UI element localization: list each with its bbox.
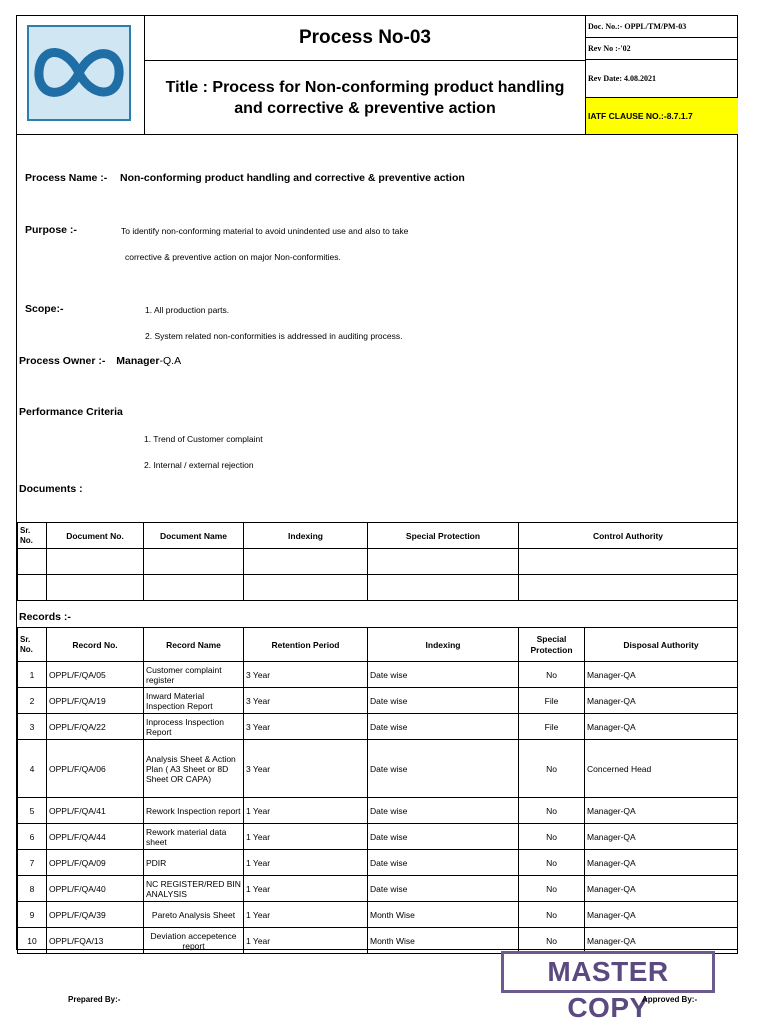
performance-item-1: 1. Trend of Customer complaint bbox=[144, 434, 263, 444]
record-row bbox=[18, 798, 738, 824]
record-cell-sr-no: 6 bbox=[18, 824, 47, 850]
record-cell-disposal-authority: Manager-QA bbox=[585, 876, 738, 902]
record-cell-disposal-authority: Concerned Head bbox=[585, 740, 738, 798]
doc-number: Doc. No.:- OPPL/TM/PM-03 bbox=[586, 16, 738, 38]
scope-item-2: 2. System related non-conformities is addressed in auditing process. bbox=[145, 331, 403, 341]
record-cell-sr-no: 10 bbox=[18, 928, 47, 954]
records-header-row bbox=[18, 628, 738, 662]
scope-item-1: 1. All production parts. bbox=[145, 305, 230, 315]
record-row bbox=[18, 876, 738, 902]
purpose-label: Purpose :- bbox=[25, 224, 77, 236]
documents-header-row bbox=[18, 523, 738, 549]
company-logo bbox=[27, 25, 131, 121]
revision-number: Rev No :-'02 bbox=[586, 38, 738, 60]
record-row bbox=[18, 740, 738, 798]
record-cell-retention-period: 1 Year bbox=[244, 928, 368, 954]
record-cell-record-number: OPPL/F/QA/09 bbox=[47, 850, 144, 876]
record-cell-sr-no: 9 bbox=[18, 902, 47, 928]
rec-col-disposal: Disposal Authority bbox=[585, 628, 738, 662]
document-header bbox=[17, 16, 737, 135]
record-cell-record-number: OPPL/FQA/13 bbox=[47, 928, 144, 954]
documents-empty-row bbox=[18, 575, 738, 601]
record-cell-indexing: Date wise bbox=[368, 824, 519, 850]
record-cell-disposal-authority: Manager-QA bbox=[585, 714, 738, 740]
record-cell-special-protection: No bbox=[519, 824, 585, 850]
record-cell-indexing: Month Wise bbox=[368, 928, 519, 954]
doc-col-indexing: Indexing bbox=[244, 523, 368, 549]
record-cell-special-protection: No bbox=[519, 902, 585, 928]
records-table bbox=[17, 627, 738, 954]
document-title bbox=[145, 61, 585, 134]
process-owner-role: Manager bbox=[116, 355, 160, 367]
doc-col-protection: Special Protection bbox=[368, 523, 519, 549]
record-cell-indexing: Date wise bbox=[368, 714, 519, 740]
records-body bbox=[18, 662, 738, 954]
document-frame bbox=[16, 15, 738, 950]
record-cell-disposal-authority: Manager-QA bbox=[585, 662, 738, 688]
record-cell-disposal-authority: Manager-QA bbox=[585, 850, 738, 876]
rec-col-sr: Sr. No. bbox=[18, 628, 47, 662]
record-cell-indexing: Date wise bbox=[368, 688, 519, 714]
record-cell-record-number: OPPL/F/QA/44 bbox=[47, 824, 144, 850]
performance-item-2: 2. Internal / external rejection bbox=[144, 460, 254, 470]
record-cell-record-name: Inward Material Inspection Report bbox=[144, 688, 244, 714]
prepared-by-label: Prepared By:- bbox=[68, 995, 121, 1004]
record-cell-sr-no: 4 bbox=[18, 740, 47, 798]
record-cell-retention-period: 1 Year bbox=[244, 850, 368, 876]
approved-by-label: Approved By:- bbox=[642, 995, 698, 1004]
master-copy-stamp: MASTER COPY bbox=[501, 951, 715, 993]
record-cell-special-protection: File bbox=[519, 688, 585, 714]
record-cell-record-number: OPPL/F/QA/22 bbox=[47, 714, 144, 740]
process-name-value: Non-conforming product handling and corrective & preventive action bbox=[120, 172, 465, 184]
record-cell-disposal-authority: Manager-QA bbox=[585, 824, 738, 850]
doc-col-authority: Control Authority bbox=[519, 523, 738, 549]
record-cell-retention-period: 1 Year bbox=[244, 876, 368, 902]
rec-col-protection: Special Protection bbox=[519, 628, 585, 662]
process-owner-dept: -Q.A bbox=[159, 355, 182, 367]
record-cell-sr-no: 2 bbox=[18, 688, 47, 714]
record-cell-retention-period: 1 Year bbox=[244, 902, 368, 928]
record-cell-disposal-authority: Manager-QA bbox=[585, 928, 738, 954]
record-cell-record-name: Inprocess Inspection Report bbox=[144, 714, 244, 740]
performance-label: Performance Criteria bbox=[19, 406, 123, 418]
record-cell-sr-no: 1 bbox=[18, 662, 47, 688]
title-line-2: and corrective & preventive action bbox=[234, 99, 496, 117]
record-row bbox=[18, 850, 738, 876]
iatf-clause: IATF CLAUSE NO.:-8.7.1.7 bbox=[586, 98, 738, 134]
record-cell-record-name: PDIR bbox=[144, 850, 244, 876]
record-cell-indexing: Date wise bbox=[368, 662, 519, 688]
record-cell-record-name: Customer complaint register bbox=[144, 662, 244, 688]
record-cell-retention-period: 3 Year bbox=[244, 662, 368, 688]
scope-label: Scope:- bbox=[25, 303, 64, 315]
record-cell-special-protection: No bbox=[519, 850, 585, 876]
record-cell-record-number: OPPL/F/QA/39 bbox=[47, 902, 144, 928]
record-row bbox=[18, 662, 738, 688]
records-label-row bbox=[17, 600, 737, 628]
logo-cell bbox=[17, 16, 145, 134]
revision-date: Rev Date: 4.08.2021 bbox=[586, 60, 738, 98]
record-row bbox=[18, 824, 738, 850]
purpose-line-1: To identify non-conforming material to avoid unindented use and also to take bbox=[121, 226, 409, 236]
process-name-label: Process Name :- bbox=[25, 172, 108, 184]
process-owner bbox=[19, 355, 181, 367]
documents-empty-row bbox=[18, 549, 738, 575]
record-cell-indexing: Date wise bbox=[368, 876, 519, 902]
record-cell-record-name: Pareto Analysis Sheet bbox=[144, 902, 244, 928]
record-cell-record-number: OPPL/F/QA/19 bbox=[47, 688, 144, 714]
record-cell-special-protection: No bbox=[519, 662, 585, 688]
documents-label: Documents : bbox=[19, 483, 83, 495]
record-cell-special-protection: File bbox=[519, 714, 585, 740]
record-cell-indexing: Date wise bbox=[368, 850, 519, 876]
records-label: Records :- bbox=[19, 611, 71, 623]
record-cell-special-protection: No bbox=[519, 798, 585, 824]
record-cell-sr-no: 7 bbox=[18, 850, 47, 876]
document-meta bbox=[585, 16, 738, 134]
record-row bbox=[18, 714, 738, 740]
infinity-logo-icon bbox=[29, 27, 129, 119]
record-cell-sr-no: 3 bbox=[18, 714, 47, 740]
documents-table bbox=[17, 522, 738, 601]
title-line-1: Title : Process for Non-conforming product handling bbox=[165, 78, 565, 96]
record-cell-retention-period: 3 Year bbox=[244, 740, 368, 798]
record-row bbox=[18, 688, 738, 714]
record-cell-record-name: Rework Inspection report bbox=[144, 798, 244, 824]
record-cell-record-number: OPPL/F/QA/06 bbox=[47, 740, 144, 798]
record-cell-record-name: Rework material data sheet bbox=[144, 824, 244, 850]
rec-col-name: Record Name bbox=[144, 628, 244, 662]
record-cell-retention-period: 3 Year bbox=[244, 688, 368, 714]
process-number: Process No-03 bbox=[145, 16, 585, 61]
record-cell-retention-period: 3 Year bbox=[244, 714, 368, 740]
record-cell-record-number: OPPL/F/QA/41 bbox=[47, 798, 144, 824]
record-cell-indexing: Month Wise bbox=[368, 902, 519, 928]
record-cell-indexing: Date wise bbox=[368, 798, 519, 824]
record-cell-record-name: NC REGISTER/RED BIN ANALYSIS bbox=[144, 876, 244, 902]
process-owner-label: Process Owner :- bbox=[19, 355, 106, 367]
record-cell-special-protection: No bbox=[519, 740, 585, 798]
record-cell-record-name: Analysis Sheet & Action Plan ( A3 Sheet or 8D Sheet OR CAPA) bbox=[144, 740, 244, 798]
record-cell-disposal-authority: Manager-QA bbox=[585, 688, 738, 714]
doc-col-sr: Sr. No. bbox=[18, 523, 47, 549]
record-cell-sr-no: 5 bbox=[18, 798, 47, 824]
record-row bbox=[18, 928, 738, 954]
record-cell-disposal-authority: Manager-QA bbox=[585, 798, 738, 824]
rec-col-retention: Retention Period bbox=[244, 628, 368, 662]
rec-col-indexing: Indexing bbox=[368, 628, 519, 662]
record-cell-sr-no: 8 bbox=[18, 876, 47, 902]
record-cell-retention-period: 1 Year bbox=[244, 798, 368, 824]
record-cell-indexing: Date wise bbox=[368, 740, 519, 798]
record-cell-retention-period: 1 Year bbox=[244, 824, 368, 850]
purpose-line-2: corrective & preventive action on major Non-conformities. bbox=[125, 252, 341, 262]
record-cell-special-protection: No bbox=[519, 876, 585, 902]
doc-col-name: Document Name bbox=[144, 523, 244, 549]
doc-col-number: Document No. bbox=[47, 523, 144, 549]
record-cell-record-number: OPPL/F/QA/40 bbox=[47, 876, 144, 902]
rec-col-number: Record No. bbox=[47, 628, 144, 662]
record-cell-record-number: OPPL/F/QA/05 bbox=[47, 662, 144, 688]
record-row bbox=[18, 902, 738, 928]
record-cell-disposal-authority: Manager-QA bbox=[585, 902, 738, 928]
record-cell-special-protection: No bbox=[519, 928, 585, 954]
record-cell-record-name: Deviation accepetence report bbox=[144, 928, 244, 954]
